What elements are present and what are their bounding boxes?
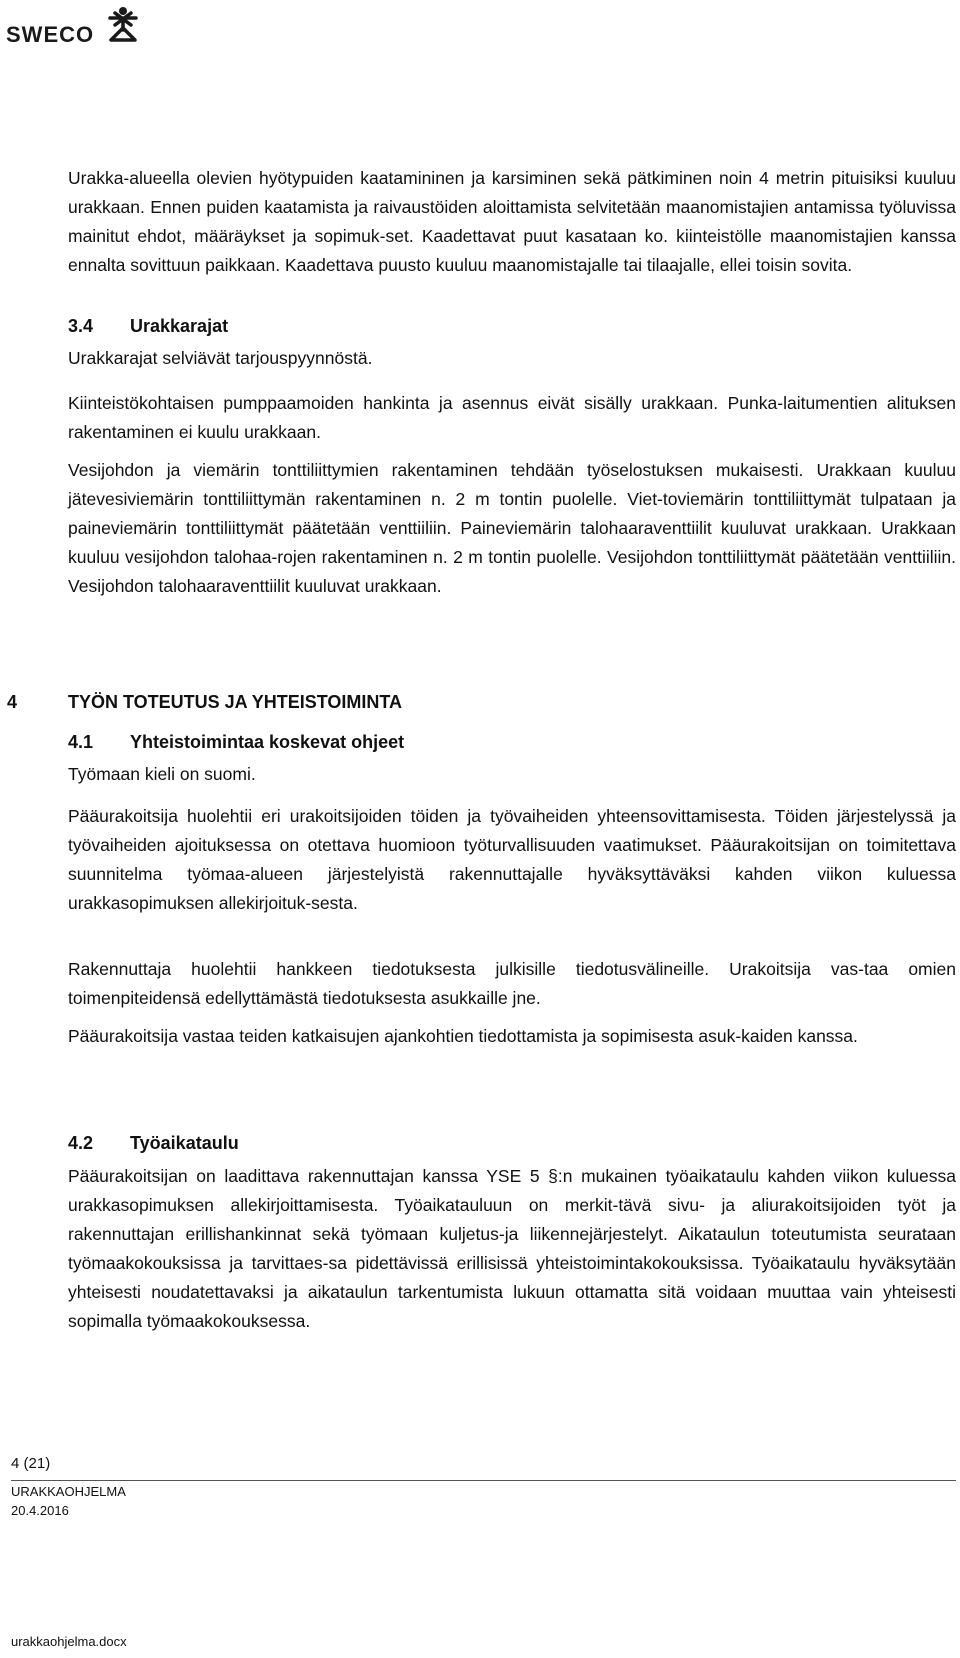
section-title: Urakkarajat <box>130 316 229 336</box>
section-number: 4.1 <box>68 732 94 752</box>
paragraph-site-language: Työmaan kieli on suomi. <box>68 764 256 784</box>
page-number: 4 (21) <box>11 1455 51 1472</box>
footer-divider <box>11 1480 956 1481</box>
section-heading-4 <box>7 689 402 715</box>
paragraph-schedule: Pääurakoitsijan on laadittava rakennuttajan kanssa YSE 5 §:n mukainen työaikataulu kahden viikon kuluessa urakkasopimuksen allekirjoittamisesta. Työaikatauluun on merkit-tävä sivu- ja aliurakoitsijoiden työt ja rakennuttajan erillishankinnat sekä työmaan kuljetus-ja liikennejärjestelyt. Aikataulun toteutumista seurataan työmaakokouksissa ja tarvittaes-sa pidettävissä erillisissä yhteistoimintakokouksissa. Työaikataulu hyväksytään yhteisesti noudatettavaksi ja aikataulun tarkentumista lukuun ottamatta sitä voidaan muuttaa vain yhteisesti sopimalla työmaakokouksessa. <box>68 1166 956 1331</box>
paragraph-connections: Vesijohdon ja viemärin tonttiliittymien rakentaminen tehdään työselostuksen mukaisesti. Urakkaan kuuluu jätevesiviemärin tonttiliittymän rakentaminen n. 2 m tontin puolelle. Viet-toviemärin tonttiliittymät tulpataan ja paineviemärin tonttiliittymät päätetään venttiiliin. Paineviemärin talohaaraventtiilit kuuluvat urakkaan. Urakkaan kuuluu vesijohdon talohaa-rojen rakentaminen n. 2 m tontin puolelle. Vesijohdon tonttiliittymät päätetään venttiiliin. Vesijohdon talohaaraventtiilit kuuluvat urakkaan. <box>68 460 956 596</box>
section-number: 3.4 <box>68 316 94 336</box>
section-number: 4 <box>7 692 18 712</box>
paragraph-pumping-stations: Kiinteistökohtaisen pumppaamoiden hankinta ja asennus eivät sisälly urakkaan. Punka-laitumentien alituksen rakentaminen ei kuulu urakkaan. <box>68 393 956 442</box>
sweco-logo <box>6 4 148 50</box>
footer-document-title: URAKKAOHJELMA <box>11 1484 126 1499</box>
section-heading-4-2 <box>68 1130 239 1156</box>
section-number: 4.2 <box>68 1133 94 1153</box>
section-title: TYÖN TOTEUTUS JA YHTEISTOIMINTA <box>68 692 403 712</box>
paragraph-coordination: Pääurakoitsija huolehtii eri urakoitsijoiden töiden ja työvaiheiden yhteensovittamisesta. Töiden järjestelyssä ja työvaiheiden ajoituksessa on otettava huomioon työturvallisuuden vaatimukset. Pääurakoitsijan on toimitettava suunnitelma työmaa-alueen järjestelyistä rakennuttajalle hyväksyttäväksi kahden viikon kuluessa urakkasopimuksen allekirjoituk-sesta. <box>68 806 956 913</box>
section-title: Yhteistoimintaa koskevat ohjeet <box>130 732 405 752</box>
section-heading-3-4 <box>68 313 228 339</box>
section-heading-4-1 <box>68 729 404 755</box>
sweco-figure-icon <box>106 6 140 44</box>
paragraph-road-closures: Pääurakoitsija vastaa teiden katkaisujen ajankohtien tiedottamista ja sopimisesta asuk-kaiden kanssa. <box>68 1026 858 1046</box>
paragraph-contract-limits: Urakkarajat selviävät tarjouspyynnöstä. <box>68 348 373 368</box>
footer-filename: urakkaohjelma.docx <box>11 1634 127 1649</box>
logo-text: SWECO <box>6 22 95 47</box>
paragraph-tree-felling: Urakka-alueella olevien hyötypuiden kaatamininen ja karsiminen sekä pätkiminen noin 4 metrin pituisiksi kuuluu urakkaan. Ennen puiden kaatamista ja raivaustöiden aloittamista selvitetään maanomistajien antamissa työluvissa mainitut ehdot, määräykset ja sopimuk-set. Kaadettavat puut kasataan ko. kiinteistölle maanomistajien kanssa ennalta sovittuun paikkaan. Kaadettava puusto kuuluu maanomistajalle tai tilaajalle, ellei toisin sovita. <box>68 168 956 275</box>
section-title: Työaikataulu <box>130 1133 239 1153</box>
paragraph-communication: Rakennuttaja huolehtii hankkeen tiedotuksesta julkisille tiedotusvälineille. Urakoitsija vas-taa omien toimenpiteidensä edellyttämästä tiedotuksesta asukkaille jne. <box>68 959 956 1008</box>
footer-date: 20.4.2016 <box>11 1503 69 1518</box>
